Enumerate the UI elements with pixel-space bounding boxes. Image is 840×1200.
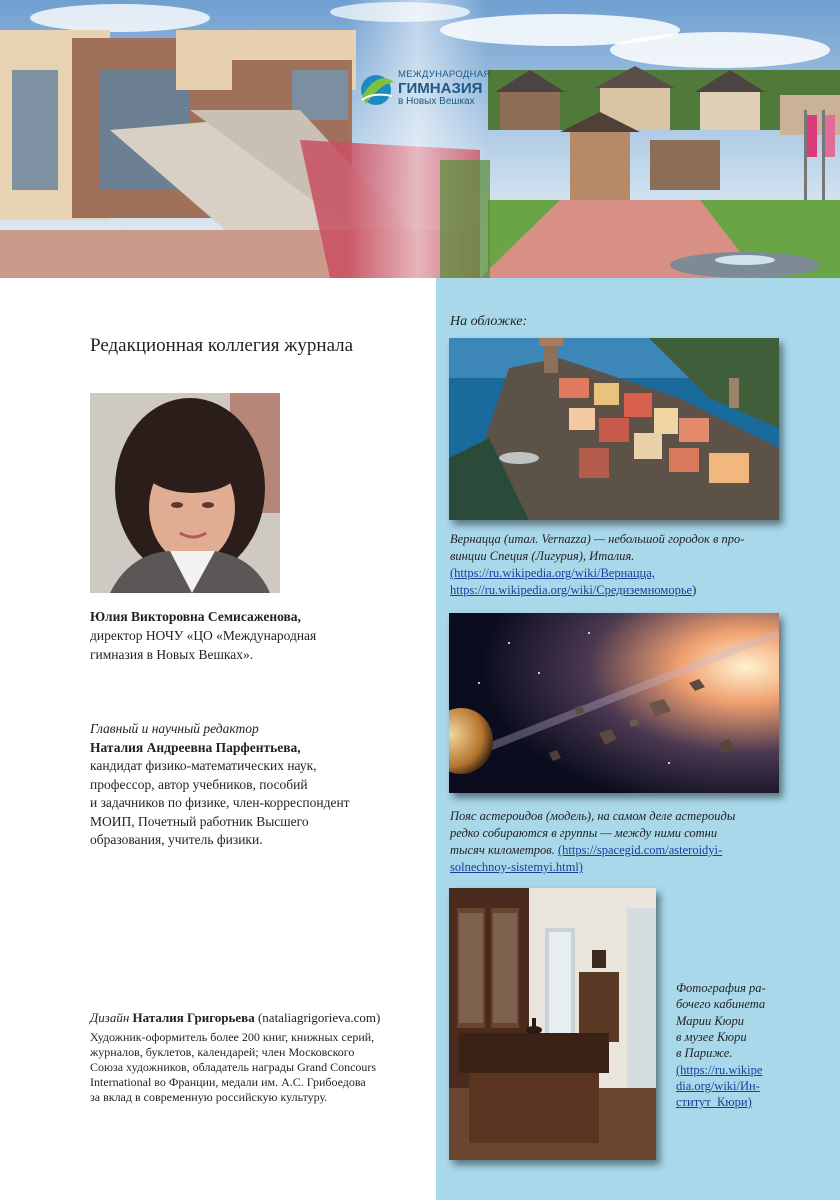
logo bbox=[398, 70, 491, 107]
curie-caption-line: бочего кабинета bbox=[676, 997, 766, 1012]
director-line2: гимназия в Новых Вешках». bbox=[90, 647, 254, 662]
banner-photo-collage bbox=[0, 0, 840, 278]
curie-caption-line: Фотография ра- bbox=[676, 981, 766, 995]
board-heading: Редакционная коллегия журнала bbox=[90, 335, 354, 356]
vernazza-caption-line: винции Специя (Лигурия), Италия. bbox=[450, 548, 635, 563]
curie-caption-line: Марии Кюри bbox=[676, 1013, 744, 1028]
curie-caption-line: в музее Кюри bbox=[676, 1029, 747, 1044]
editor-desc-line: и задачников по физике, член-корреспондент bbox=[90, 795, 350, 810]
director-block bbox=[90, 607, 316, 664]
vernazza-link[interactable]: (https://ru.wikipedia.org/wiki/Вернацца, bbox=[450, 566, 655, 580]
curie-caption-line: в Париже. bbox=[676, 1046, 733, 1061]
editor-desc-line: кандидат физико-математических наук, bbox=[90, 758, 317, 773]
curie-cabinet-photo bbox=[449, 888, 656, 1160]
designer-role: Дизайн bbox=[90, 1010, 130, 1025]
editor-desc-line: образования, учитель физики. bbox=[90, 832, 263, 847]
designer-site: nataliagrigorieva.com bbox=[262, 1010, 376, 1025]
designer-desc-line: за вклад в современную российскую культуру. bbox=[90, 1089, 328, 1104]
editor-desc-line: профессор, автор учебников, пособий bbox=[90, 776, 308, 792]
cover-label: На обложке: bbox=[450, 314, 528, 329]
header-banner bbox=[0, 0, 840, 278]
asteroid-caption-line: Пояс астероидов (модель), на самом деле астероиды bbox=[450, 809, 736, 823]
asteroid-caption-line: редко собираются в группы — между ними сотни bbox=[450, 826, 718, 840]
curie-link[interactable]: (https://ru.wikipe bbox=[676, 1063, 763, 1077]
logo-line1: МЕЖДУНАРОДНАЯ bbox=[398, 69, 491, 80]
asteroid-link[interactable]: (https://spacegid.com/asteroidyi- bbox=[557, 843, 723, 857]
asteroid-caption bbox=[450, 808, 780, 876]
vernazza-links bbox=[450, 565, 696, 598]
editor-name: Наталия Андреевна Парфентьева, bbox=[90, 739, 301, 755]
vernazza-photo bbox=[449, 338, 779, 520]
designer-desc-line: International во Франции, медали им. А.С. Грибоедова bbox=[90, 1074, 366, 1089]
designer-paren-close: ) bbox=[376, 1010, 381, 1025]
designer-name: Наталия Григорьева bbox=[132, 1010, 255, 1025]
director-line1: директор НОЧУ «ЦО «Международная bbox=[90, 628, 317, 643]
vernazza-close-paren: ) bbox=[692, 582, 697, 597]
logo-line3: в Новых Вешках bbox=[398, 95, 475, 107]
vernazza-caption-line: Вернацца (итал. Vernazza) — небольшой городок в про- bbox=[450, 532, 745, 546]
asteroid-photo bbox=[449, 613, 779, 793]
mediterranean-link[interactable]: https://ru.wikipedia.org/wiki/Средиземноморье bbox=[450, 582, 693, 597]
curie-caption bbox=[676, 980, 816, 1061]
editor-block bbox=[90, 720, 350, 850]
curie-link[interactable]: ститут_Кюри) bbox=[676, 1095, 752, 1109]
logo-line2: ГИМНАЗИЯ bbox=[398, 79, 483, 97]
designer-block bbox=[90, 1010, 430, 1105]
director-photo bbox=[90, 393, 280, 593]
curie-link[interactable]: dia.org/wiki/Ин- bbox=[676, 1079, 760, 1093]
director-name: Юлия Викторовна Семисаженова, bbox=[90, 609, 301, 624]
designer-desc-line: Союза художников, обладатель награды Grand Concours bbox=[90, 1059, 377, 1074]
designer-title bbox=[90, 1010, 430, 1027]
vernazza-caption bbox=[450, 531, 780, 564]
designer-desc-line: Художник-оформитель более 200 книг, книжных серий, bbox=[90, 1029, 375, 1044]
designer-desc-line: журналов, буклетов, календарей; член Московского bbox=[90, 1044, 355, 1059]
curie-links bbox=[676, 1062, 816, 1110]
asteroid-caption-line: тысяч километров. bbox=[450, 843, 555, 857]
editor-desc-line: МОИП, Почетный работник Высшего bbox=[90, 813, 309, 829]
designer-paren-open: ( bbox=[254, 1010, 263, 1025]
editor-role: Главный и научный редактор bbox=[90, 721, 259, 736]
asteroid-link-continued[interactable]: solnechnoy-sistemyi.html) bbox=[450, 860, 583, 874]
